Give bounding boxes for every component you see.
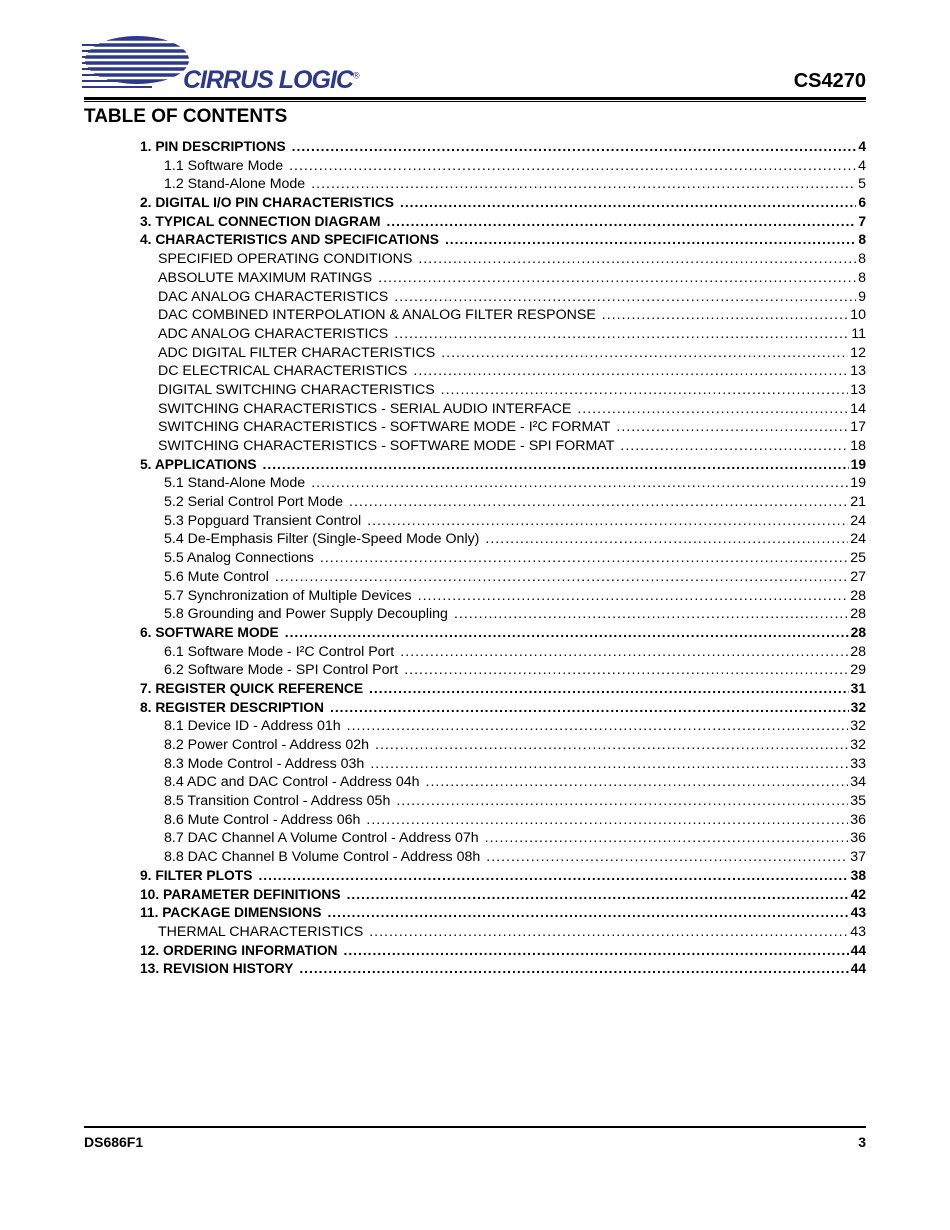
toc-leader-dots [394, 325, 849, 344]
toc-leader-dots [400, 194, 856, 213]
toc-entry[interactable] [140, 418, 866, 437]
toc-entry-label: ABSOLUTE MAXIMUM RATINGS [158, 269, 373, 286]
toc-entry-page: 13 [850, 363, 866, 380]
toc-leader-dots [366, 811, 848, 830]
toc-leader-dots [349, 493, 848, 512]
toc-entry[interactable] [140, 886, 866, 905]
toc-entry[interactable] [140, 549, 866, 568]
toc-entry[interactable] [140, 437, 866, 456]
toc-entry-label: 13. REVISION HISTORY [140, 961, 294, 977]
toc-entry-page: 21 [850, 494, 866, 511]
logo-wordmark: CIRRUS LOGIC® [183, 66, 360, 94]
toc-entry-label: 7. REGISTER QUICK REFERENCE [140, 680, 364, 696]
toc-entry-page: 37 [850, 849, 866, 866]
toc-entry[interactable] [140, 381, 866, 400]
toc-entry[interactable] [140, 605, 866, 624]
toc-entry-label: 5.2 Serial Control Port Mode [164, 494, 344, 511]
toc-entry-label: 8.4 ADC and DAC Control - Address 04h [164, 774, 420, 791]
toc-entry-label: 6.1 Software Mode - I²C Control Port [164, 643, 395, 660]
toc-entry-page: 43 [850, 905, 866, 921]
toc-entry[interactable] [140, 213, 866, 232]
toc-leader-dots [394, 288, 856, 307]
toc-entry-label: 8.1 Device ID - Address 01h [164, 718, 341, 735]
toc-entry-label: 6. SOFTWARE MODE [140, 624, 279, 640]
toc-leader-dots [485, 530, 848, 549]
toc-entry[interactable] [140, 288, 866, 307]
toc-entry-page: 29 [850, 662, 866, 679]
toc-leader-dots [320, 549, 848, 568]
toc-leader-dots [299, 960, 848, 979]
toc-entry-label: SWITCHING CHARACTERISTICS - SERIAL AUDIO INTERFACE [158, 400, 572, 417]
toc-entry-label: 9. FILTER PLOTS [140, 867, 253, 883]
toc-entry-page: 32 [850, 718, 866, 735]
toc-leader-dots [441, 344, 848, 363]
toc-leader-dots [441, 381, 849, 400]
toc-entry-page: 13 [850, 381, 866, 398]
toc-entry-label: 8.2 Power Control - Address 02h [164, 737, 370, 753]
toc-entry[interactable] [140, 175, 866, 194]
toc-leader-dots [413, 362, 848, 381]
toc-entry[interactable] [140, 493, 866, 512]
toc-entry[interactable] [140, 811, 866, 830]
toc-entry-label: 5.5 Analog Connections [164, 550, 314, 567]
toc-entry[interactable] [140, 661, 866, 680]
toc-entry[interactable] [140, 344, 866, 363]
toc-leader-dots [602, 306, 848, 325]
toc-entry[interactable] [140, 755, 866, 774]
toc-entry-page: 28 [850, 606, 866, 623]
toc-entry-label: ADC DIGITAL FILTER CHARACTERISTICS [158, 344, 436, 361]
page-number: 3 [858, 1134, 866, 1150]
toc-entry-page: 4 [858, 139, 866, 154]
toc-entry[interactable] [140, 512, 866, 531]
toc-leader-dots [311, 175, 856, 194]
toc-entry-page: 9 [858, 288, 866, 305]
toc-entry-label: 10. PARAMETER DEFINITIONS [140, 886, 341, 902]
toc-entry-label: 5. APPLICATIONS [140, 456, 257, 472]
toc-entry-page: 34 [850, 774, 866, 791]
toc-entry-label: 8. REGISTER DESCRIPTION [140, 699, 324, 715]
toc-entry-label: 1.2 Stand-Alone Mode [164, 176, 306, 193]
toc-leader-dots [327, 904, 848, 923]
toc-leader-dots [347, 717, 849, 736]
toc-entry-page: 8 [858, 232, 866, 248]
toc-entry-page: 25 [850, 550, 866, 567]
toc-leader-dots [311, 474, 848, 493]
toc-leader-dots [404, 661, 848, 680]
toc-entry[interactable] [140, 157, 866, 176]
toc-entry-page: 11 [851, 325, 866, 342]
toc-entry-label: 1.1 Software Mode [164, 157, 284, 174]
toc-entry[interactable] [140, 587, 866, 606]
toc-entry-label: 2. DIGITAL I/O PIN CHARACTERISTICS [140, 195, 394, 211]
toc-entry-label: DAC COMBINED INTERPOLATION & ANALOG FILTER RESPONSE [158, 307, 596, 324]
toc-entry-label: 1. PIN DESCRIPTIONS [140, 139, 286, 154]
toc-entry-label: DAC ANALOG CHARACTERISTICS [158, 288, 389, 305]
toc-leader-dots [485, 829, 849, 848]
toc-entry[interactable] [140, 848, 866, 867]
toc-entry-page: 32 [850, 699, 866, 715]
toc-leader-dots [616, 418, 848, 437]
toc-entry-label: SWITCHING CHARACTERISTICS - SOFTWARE MODE - I²C FORMAT [158, 419, 611, 436]
doc-id: DS686F1 [84, 1134, 144, 1150]
toc-entry[interactable] [140, 250, 866, 269]
toc-entry[interactable] [140, 643, 866, 662]
toc-entry[interactable] [140, 530, 866, 549]
header-rule-thin [84, 101, 866, 102]
toc-entry[interactable] [140, 699, 866, 718]
toc-entry-label: SWITCHING CHARACTERISTICS - SOFTWARE MODE - SPI FORMAT [158, 438, 615, 454]
toc-entry-page: 14 [850, 400, 866, 417]
toc-entry-page: 32 [850, 737, 866, 753]
page-title: TABLE OF CONTENTS [84, 106, 288, 127]
toc-leader-dots [369, 923, 848, 942]
toc-entry[interactable] [140, 362, 866, 381]
toc-entry[interactable] [140, 829, 866, 848]
toc-entry-label: 8.5 Transition Control - Address 05h [164, 793, 391, 810]
toc-leader-dots [285, 624, 849, 643]
toc-leader-dots [258, 867, 848, 886]
toc-entry[interactable] [140, 306, 866, 325]
toc-list [140, 138, 866, 979]
toc-entry-page: 35 [850, 793, 866, 810]
toc-entry-page: 24 [850, 531, 866, 548]
toc-entry[interactable] [140, 325, 866, 344]
toc-leader-dots [426, 773, 849, 792]
toc-leader-dots [386, 213, 856, 232]
toc-entry-page: 28 [850, 643, 866, 660]
toc-entry[interactable] [140, 792, 866, 811]
toc-entry-page: 28 [850, 587, 866, 604]
toc-leader-dots [486, 848, 848, 867]
toc-entry-page: 31 [850, 680, 866, 696]
toc-entry-page: 8 [858, 251, 866, 268]
toc-entry-label: SPECIFIED OPERATING CONDITIONS [158, 251, 413, 268]
toc-entry-label: ADC ANALOG CHARACTERISTICS [158, 325, 389, 342]
toc-entry-label: 5.7 Synchronization of Multiple Devices [164, 587, 412, 604]
toc-leader-dots [275, 568, 848, 587]
toc-entry-page: 28 [850, 624, 866, 640]
toc-leader-dots [445, 231, 856, 250]
toc-entry[interactable] [140, 474, 866, 493]
toc-entry[interactable] [140, 717, 866, 736]
toc-entry-label: THERMAL CHARACTERISTICS [158, 923, 364, 940]
toc-entry-page: 27 [850, 568, 866, 585]
toc-leader-dots [347, 886, 849, 905]
toc-entry[interactable] [140, 231, 866, 250]
toc-entry-page: 8 [858, 269, 866, 286]
toc-entry-page: 36 [850, 830, 866, 847]
toc-entry-label: 8.8 DAC Channel B Volume Control - Address 08h [164, 849, 481, 866]
toc-leader-dots [330, 699, 849, 718]
toc-entry-page: 7 [858, 213, 866, 229]
toc-entry-page: 36 [850, 811, 866, 828]
toc-entry-label: 4. CHARACTERISTICS AND SPECIFICATIONS [140, 232, 439, 248]
toc-entry[interactable] [140, 680, 866, 699]
toc-entry[interactable] [140, 736, 866, 755]
toc-entry-page: 44 [850, 961, 866, 977]
toc-entry[interactable] [140, 194, 866, 213]
toc-entry-label: 8.7 DAC Channel A Volume Control - Address 07h [164, 830, 479, 847]
toc-entry-page: 18 [850, 438, 866, 454]
footer-rule [84, 1126, 866, 1128]
toc-entry-label: 5.6 Mute Control [164, 568, 269, 585]
toc-leader-dots [263, 456, 849, 475]
toc-entry-page: 43 [850, 923, 866, 940]
toc-entry-page: 33 [850, 755, 866, 772]
toc-leader-dots [620, 437, 848, 456]
toc-leader-dots [577, 400, 848, 419]
toc-entry[interactable] [140, 269, 866, 288]
toc-entry-label: DC ELECTRICAL CHARACTERISTICS [158, 363, 408, 380]
toc-leader-dots [375, 736, 848, 755]
toc-leader-dots [418, 250, 856, 269]
header-rule [84, 97, 866, 100]
toc-leader-dots [289, 157, 856, 176]
toc-entry-label: 11. PACKAGE DIMENSIONS [140, 905, 322, 921]
toc-entry-label: 6.2 Software Mode - SPI Control Port [164, 662, 399, 679]
toc-entry-label: 8.6 Mute Control - Address 06h [164, 811, 361, 828]
toc-entry-page: 6 [858, 195, 866, 211]
toc-entry[interactable] [140, 400, 866, 419]
toc-leader-dots [378, 269, 856, 288]
toc-leader-dots [369, 680, 849, 699]
toc-entry[interactable] [140, 456, 866, 475]
toc-leader-dots [396, 792, 848, 811]
toc-entry-label: 5.4 De-Emphasis Filter (Single-Speed Mode Only) [164, 531, 480, 548]
toc-entry-label: DIGITAL SWITCHING CHARACTERISTICS [158, 381, 435, 398]
toc-entry-label: 5.3 Popguard Transient Control [164, 512, 362, 529]
toc-entry[interactable] [140, 867, 866, 886]
toc-entry-page: 5 [858, 176, 866, 193]
toc-leader-dots [370, 755, 848, 774]
toc-entry-page: 10 [850, 307, 866, 324]
toc-leader-dots [367, 512, 848, 531]
toc-entry-page: 12 [850, 344, 866, 361]
toc-entry-page: 19 [850, 475, 866, 492]
toc-leader-dots [400, 643, 848, 662]
toc-leader-dots [454, 605, 848, 624]
toc-entry-label: 8.3 Mode Control - Address 03h [164, 755, 365, 772]
toc-entry[interactable] [140, 138, 866, 157]
toc-entry-label: 5.1 Stand-Alone Mode [164, 475, 306, 492]
part-number: CS4270 [793, 70, 866, 92]
toc-entry-label: 12. ORDERING INFORMATION [140, 942, 338, 958]
toc-entry-page: 42 [850, 886, 866, 902]
toc-entry-page: 19 [850, 456, 866, 472]
toc-leader-dots [418, 587, 849, 606]
toc-leader-dots [344, 942, 849, 961]
toc-entry-page: 4 [858, 157, 866, 174]
toc-entry[interactable] [140, 923, 866, 942]
toc-entry[interactable] [140, 904, 866, 923]
toc-entry[interactable] [140, 942, 866, 961]
toc-entry[interactable] [140, 960, 866, 979]
toc-entry-page: 17 [850, 419, 866, 436]
toc-entry-page: 24 [850, 512, 866, 529]
toc-entry[interactable] [140, 773, 866, 792]
toc-entry[interactable] [140, 624, 866, 643]
toc-entry-page: 44 [850, 942, 866, 958]
toc-leader-dots [292, 138, 857, 157]
toc-entry-page: 38 [850, 867, 866, 883]
toc-entry-label: 3. TYPICAL CONNECTION DIAGRAM [140, 213, 381, 229]
toc-entry-label: 5.8 Grounding and Power Supply Decoupling [164, 606, 448, 623]
toc-entry[interactable] [140, 568, 866, 587]
